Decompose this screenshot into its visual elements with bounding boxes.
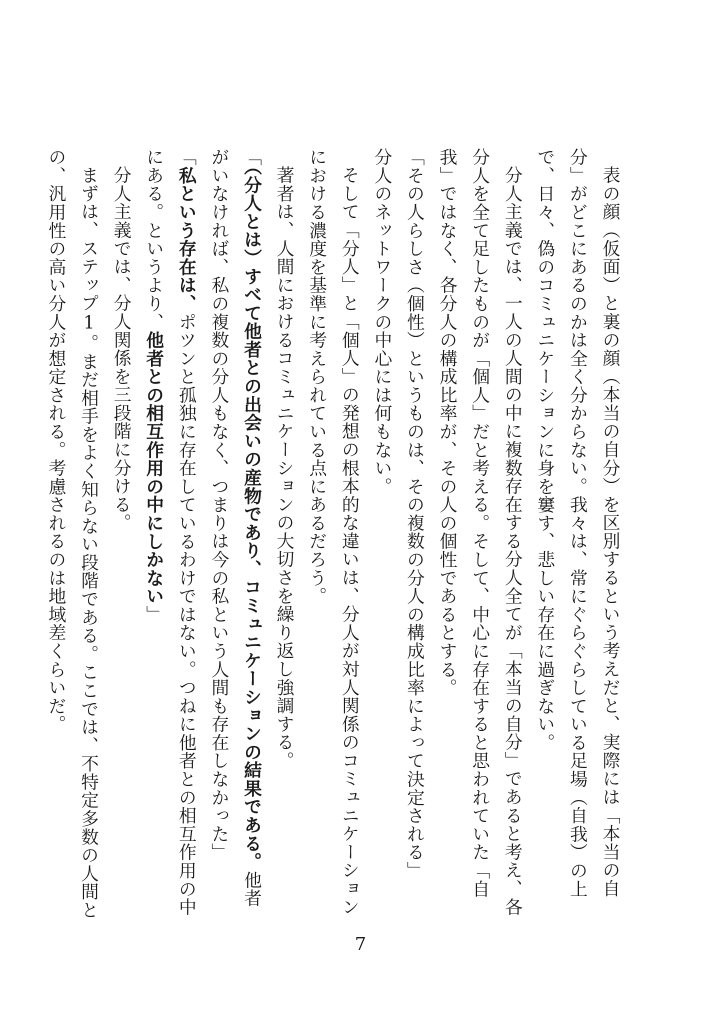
paragraph <box>300 148 365 920</box>
text-segment: まずは、ステップ1。まだ相手をよく知らない段階である。ここでは、不特定多数の人間との、汎用性の高い分人が想定される。考慮されるのは地域差くらいだ。 <box>45 148 100 919</box>
text-segment: 分人主義では、分人関係を三段階に分ける。 <box>111 165 133 532</box>
text-segment: 「その人らしさ（個性）というものは、その複数の分人の構成比率によって決定される」 <box>404 148 426 880</box>
paragraph <box>430 148 528 920</box>
text-segment: 表の顔（仮面）と裏の顔（本当の自分）を区別するという考えだと、実際には「本当の自分」がどこにあるのかは全く分からない。我々は、常にぐらぐらしている足場（自我）の上で、日々、偽のコミュニケーションに身を窶す、悲しい存在に過ぎない。 <box>534 148 621 898</box>
paragraph <box>365 148 398 920</box>
text-segment: 分人のネットワークの中心には何もない。 <box>371 148 393 496</box>
bold-text-segment: 私という存在は、 <box>176 166 198 313</box>
text-segment: 」 <box>143 605 165 624</box>
text-segment: 分人主義では、一人の人間の中に複数存在する分人全てが「本当の自分」であると考え、各分人を全て足したものが「個人」だと考える。そして、中心に存在すると思われていた「自我」ではなく、各分人の構成比率が、その人の個性であるとする。 <box>437 148 524 916</box>
paragraph <box>105 148 138 920</box>
text-segment: ポツンと孤独に存在しているわけではない。つねに他者との相互作用の中にある。というより、 <box>143 148 198 917</box>
text-segment: 「 <box>176 148 198 167</box>
paragraph <box>267 148 300 920</box>
bold-text-segment: 他者との相互作用の中にしかない <box>143 330 165 606</box>
text-segment: 著者は、人間におけるコミュニケーションの大切さを繰り返し強調する。 <box>274 165 296 770</box>
text-segment: 「 <box>241 148 263 167</box>
paragraph <box>137 148 202 920</box>
bold-text-segment: （分人とは）すべて他者との出会いの産物であり、コミュニケーションの結果である。 <box>241 166 263 871</box>
paragraph <box>202 148 267 920</box>
paragraph <box>39 148 104 920</box>
paragraph <box>398 148 431 920</box>
vertical-body-text <box>45 148 626 920</box>
text-segment: そして「分人」と「個人」の発想の根本的な違いは、分人が対人関係のコミュニケーションにおける濃度を基準に考えられている点にあるだろう。 <box>306 148 361 916</box>
page-number: 7 <box>354 934 367 955</box>
text-segment: 他者がいなければ、私の複数の分人もなく、つまりは今の私という人間も存在しなかった」 <box>208 148 263 908</box>
paragraph <box>528 148 626 920</box>
